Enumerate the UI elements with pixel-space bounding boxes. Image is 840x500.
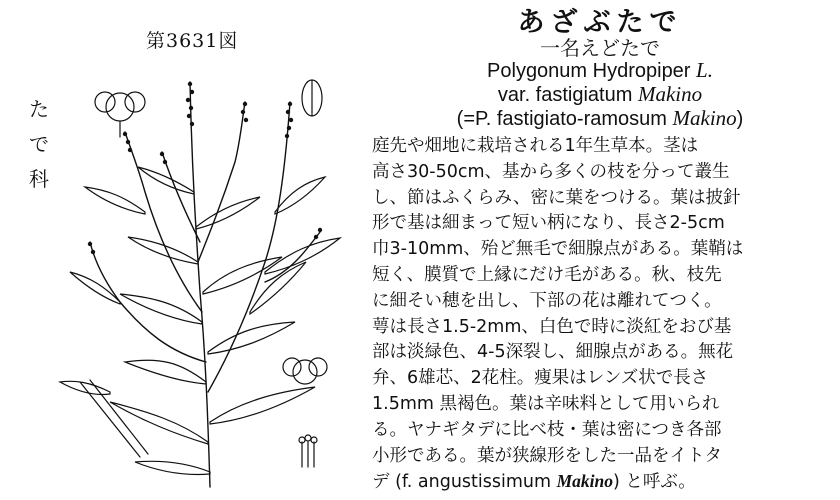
plant-stem	[190, 82, 210, 487]
author-abbrev: L.	[696, 58, 713, 82]
plant-illustration	[50, 62, 350, 492]
description-line: し、節はふくらみ、密に葉をつける。葉は披針	[372, 187, 741, 208]
scientific-name-line-1	[385, 58, 815, 83]
description	[372, 134, 822, 496]
scientific-name-text: Polygonum Hydropiper	[487, 60, 697, 82]
family-label	[28, 92, 50, 197]
plant-stem	[208, 102, 290, 392]
last-line-end: ) と呼ぶ。	[613, 472, 696, 493]
description-line: 萼は長さ1.5-2mm、白色で時に淡紅をおび基	[372, 316, 732, 337]
description-line: 庭先や畑地に栽培される1年生草本。茎は	[372, 136, 699, 156]
page-title: あざぶたで	[517, 7, 683, 38]
plant-stem	[198, 102, 245, 262]
description-line: 高さ30-50cm、基から多くの枝を分って叢生	[372, 161, 730, 182]
scientific-name-line-2	[385, 82, 815, 107]
flower-detail-top	[95, 92, 145, 137]
family-char-1: た	[29, 97, 49, 121]
last-line-text: デ (f. angustissimum	[372, 472, 557, 493]
flower-detail-bottom	[283, 358, 327, 384]
author-name: Makino	[637, 82, 703, 106]
synonym-close: )	[736, 108, 744, 130]
synonym-text: (=P. fastigiato-ramosum	[456, 108, 673, 130]
description-line: 短く、膜質で上縁にだけ毛がある。秋、枝先	[372, 264, 722, 285]
description-line: 弁、6雄芯、2花柱。痩果はレンズ状で長さ	[372, 368, 709, 389]
description-line: 1.5mm 黒褐色。葉は辛味料として用いられ	[372, 393, 720, 414]
variety-text: var. fastigiatum	[497, 84, 638, 106]
author-name: Makino	[672, 106, 737, 130]
alternate-name: 一名えどたで	[540, 36, 660, 60]
flower-spikes	[88, 82, 322, 254]
family-char-2: で	[29, 132, 49, 156]
description-line: 形で基は細まって短い柄になり、長さ2-5cm	[372, 213, 725, 234]
plant-leaves	[60, 167, 340, 475]
description-line: 巾3-10mm、殆ど無毛で細腺点がある。葉鞘は	[372, 239, 744, 260]
bud-detail	[302, 80, 322, 116]
family-char-3: 科	[29, 167, 49, 191]
figure-number: 第3631図	[146, 30, 239, 52]
plant-stem	[90, 242, 206, 362]
stamen-detail	[299, 435, 317, 467]
description-line: る。ヤナギタデに比べ枝・葉は密につき各部	[372, 419, 722, 440]
scientific-name-line-3	[385, 106, 815, 131]
stem-node-detail	[80, 380, 148, 457]
author-name: Makino	[556, 471, 614, 492]
description-line: 部は淡緑色、4-5深裂し、細腺点がある。無花	[372, 342, 734, 363]
description-last-line	[372, 469, 822, 496]
description-line: に細そい穂を出し、下部の花は離れてつく。	[372, 290, 722, 311]
description-line: 小形である。葉が狭線形をした一品をイトタ	[372, 445, 722, 466]
